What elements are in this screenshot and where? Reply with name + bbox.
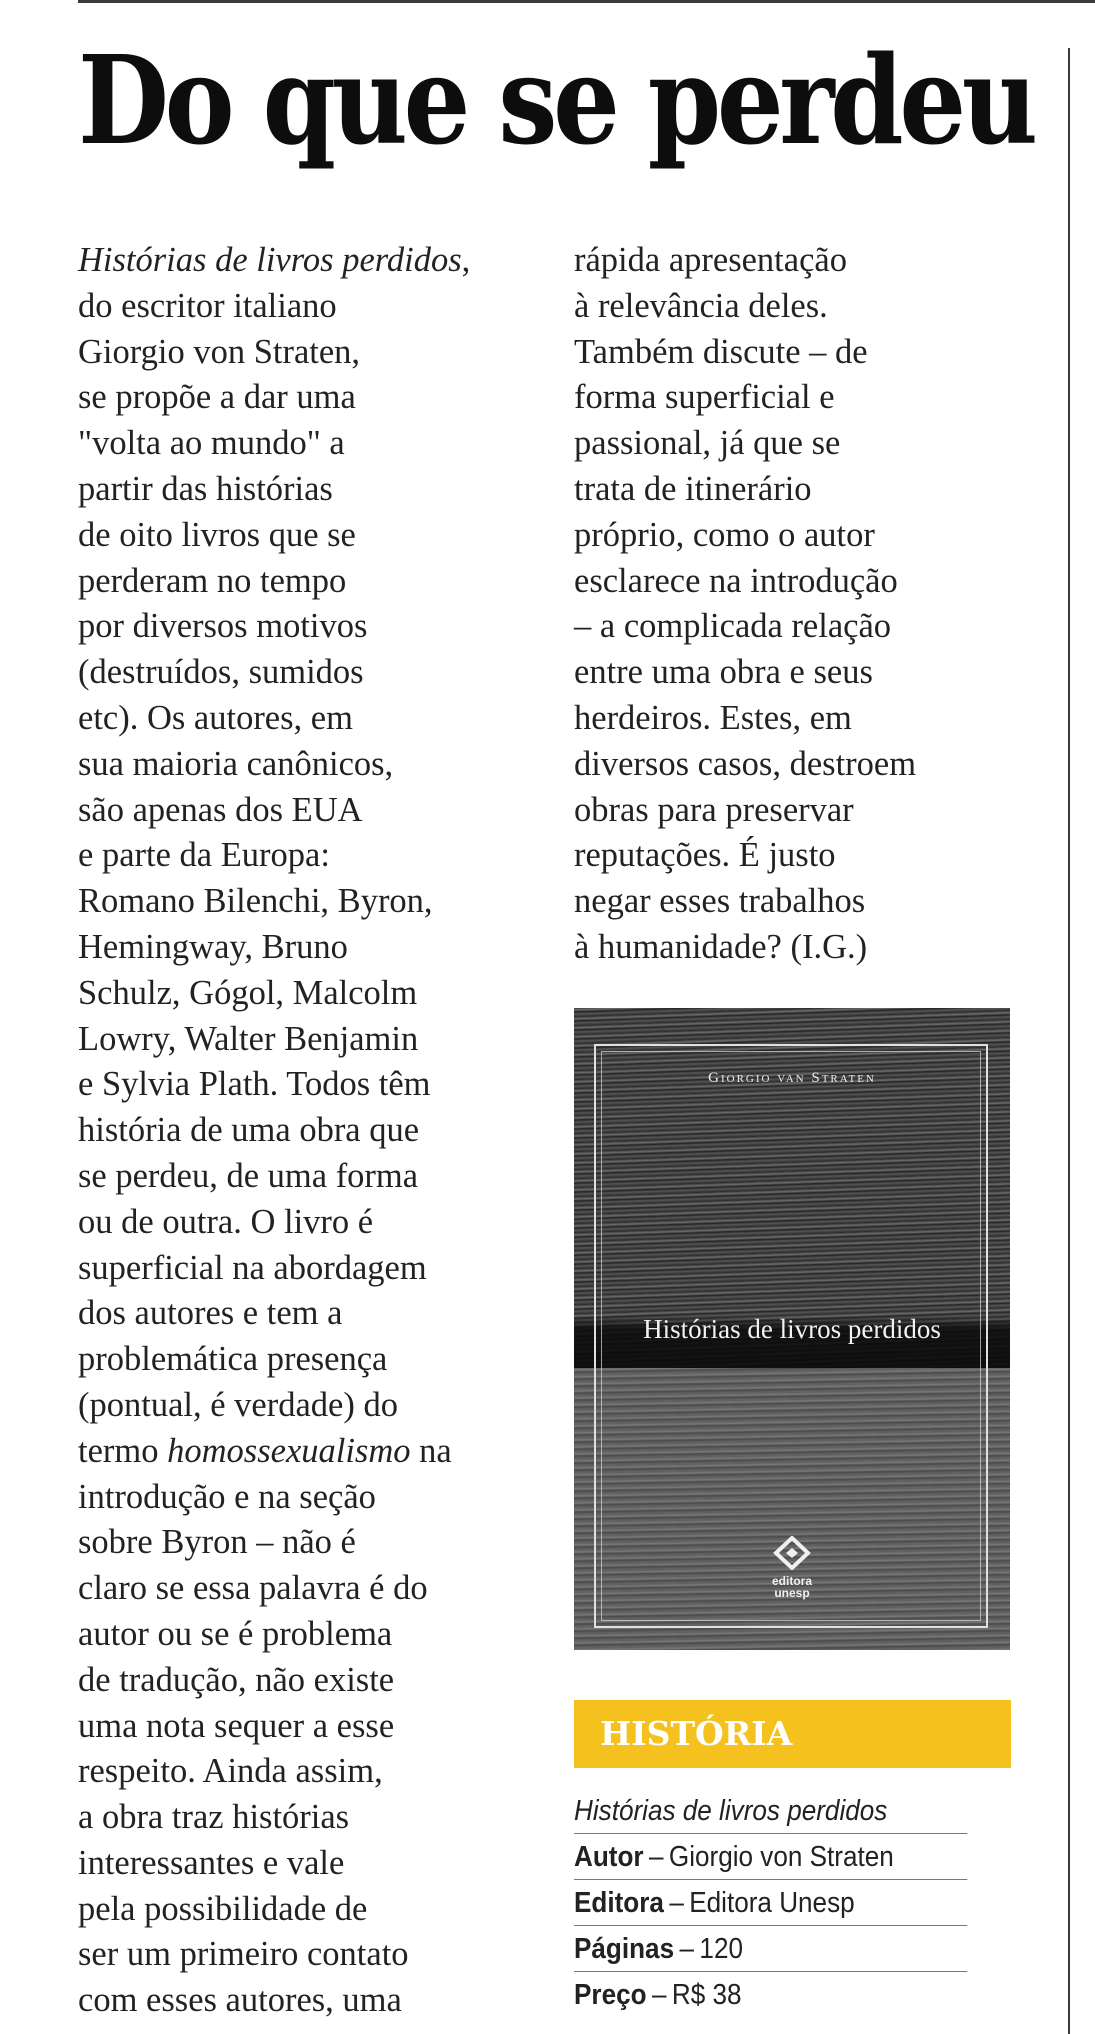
article-line: e parte da Europa: xyxy=(78,836,330,875)
unesp-logo-icon xyxy=(772,1536,812,1570)
article-line: Lowry, Walter Benjamin xyxy=(78,1019,419,1058)
article-line: Histórias de livros perdidos, xyxy=(78,241,471,279)
info-label: Autor xyxy=(574,1841,644,1873)
article-column-left xyxy=(78,238,518,2024)
article-line: claro se essa palavra é do xyxy=(78,1569,428,1608)
info-title-row xyxy=(574,1788,967,1834)
info-value: R$ 38 xyxy=(671,1979,742,2011)
article-line: "volta ao mundo" a xyxy=(78,424,345,463)
article-line: entre uma obra e seus xyxy=(574,653,873,692)
category-badge-label: HISTÓRIA xyxy=(600,1714,793,1753)
info-value: Giorgio von Straten xyxy=(668,1841,894,1873)
category-badge xyxy=(574,1700,1011,1768)
article-line: introdução e na seção xyxy=(78,1477,376,1516)
info-separator: – xyxy=(669,1887,684,1919)
article-line: diversos casos, destroem xyxy=(574,744,917,783)
publisher-logo-line1: editora xyxy=(771,1574,812,1588)
article-line: do escritor italiano xyxy=(78,286,337,325)
article-line: herdeiros. Estes, em xyxy=(574,698,852,737)
info-value: 120 xyxy=(699,1933,743,1965)
article-line: passional, já que se xyxy=(574,424,841,463)
book-info-box xyxy=(574,1788,1011,2017)
article-line: e Sylvia Plath. Todos têm xyxy=(78,1065,431,1104)
article-line: Também discute – de xyxy=(574,332,868,371)
cover-author: Giorgio van Straten xyxy=(708,1070,876,1086)
article-line: – a complicada relação xyxy=(574,607,892,646)
article-line: pela possibilidade de xyxy=(78,1889,368,1928)
info-row-author xyxy=(574,1834,967,1880)
article-line: sua maioria canônicos, xyxy=(78,744,394,783)
article-line: obras para preservar xyxy=(574,790,854,829)
article-line: (destruídos, sumidos xyxy=(78,653,364,692)
article-line: esclarece na introdução xyxy=(574,561,898,600)
article-column-right xyxy=(574,238,1014,971)
info-label: Páginas xyxy=(574,1933,675,1965)
article-line: por diversos motivos xyxy=(78,607,368,646)
article-line: (pontual, é verdade) do xyxy=(78,1385,398,1424)
headline: Do que se perdeu xyxy=(78,28,1034,172)
article-line: rápida apresentação xyxy=(574,241,847,279)
article-line: superficial na abordagem xyxy=(78,1248,427,1287)
article-line: reputações. É justo xyxy=(574,836,836,875)
publisher-logo-line2: unesp xyxy=(774,1586,810,1600)
info-separator: – xyxy=(679,1933,695,1965)
article-line: Schulz, Gógol, Malcolm xyxy=(78,973,418,1012)
article-line: com esses autores, uma xyxy=(78,1981,402,2020)
article-line: ser um primeiro contato xyxy=(78,1935,409,1974)
article-line: negar esses trabalhos xyxy=(574,882,866,921)
article-line: de tradução, não existe xyxy=(78,1660,395,1699)
article-line: respeito. Ainda assim, xyxy=(78,1752,383,1791)
article-line: dos autores e tem a xyxy=(78,1294,343,1333)
article-line: próprio, como o autor xyxy=(574,515,875,554)
article-line: são apenas dos EUA xyxy=(78,790,363,829)
article-line: história de uma obra que xyxy=(78,1111,420,1150)
article-line: uma nota sequer a esse xyxy=(78,1706,395,1745)
article-line: termo homossexualismo na xyxy=(78,1431,452,1470)
book-cover-image xyxy=(574,1008,1010,1650)
info-value: Editora Unesp xyxy=(689,1887,855,1919)
article-line: partir das histórias xyxy=(78,469,333,508)
article-line: autor ou se é problema xyxy=(78,1614,393,1653)
article-line: etc). Os autores, em xyxy=(78,698,353,737)
info-label: Preço xyxy=(574,1979,647,2011)
info-row-publisher xyxy=(574,1880,967,1926)
article-line: interessantes e vale xyxy=(78,1843,345,1882)
article-line: Giorgio von Straten, xyxy=(78,332,361,371)
column-divider xyxy=(1068,48,1070,2034)
article-line: a obra traz histórias xyxy=(78,1798,350,1837)
info-row-pages xyxy=(574,1926,967,1972)
italic-term: homossexualismo xyxy=(167,1431,411,1470)
article-line: Romano Bilenchi, Byron, xyxy=(78,882,433,921)
article-line: trata de itinerário xyxy=(574,469,812,508)
article-line: problemática presença xyxy=(78,1340,388,1379)
publisher-logo xyxy=(765,1536,819,1599)
info-separator: – xyxy=(648,1841,664,1873)
article-line: forma superficial e xyxy=(574,378,835,417)
cover-title: Histórias de livros perdidos xyxy=(643,1314,941,1344)
article-line: à humanidade? (I.G.) xyxy=(574,927,868,966)
info-label: Editora xyxy=(574,1887,664,1919)
article-line: Hemingway, Bruno xyxy=(78,927,348,966)
top-rule xyxy=(78,0,1095,3)
article-line: perderam no tempo xyxy=(78,561,347,600)
article-line: de oito livros que se xyxy=(78,515,356,554)
article-line: à relevância deles. xyxy=(574,286,828,325)
book-title-inline: Histórias de livros perdidos xyxy=(78,241,462,279)
info-separator: – xyxy=(651,1979,667,2011)
info-row-price xyxy=(574,1972,967,2017)
article-line: ou de outra. O livro é xyxy=(78,1202,374,1241)
article-line: se propõe a dar uma xyxy=(78,378,356,417)
article-line: sobre Byron – não é xyxy=(78,1523,356,1562)
article-line: se perdeu, de uma forma xyxy=(78,1156,419,1195)
info-book-title: Histórias de livros perdidos xyxy=(574,1795,888,1827)
